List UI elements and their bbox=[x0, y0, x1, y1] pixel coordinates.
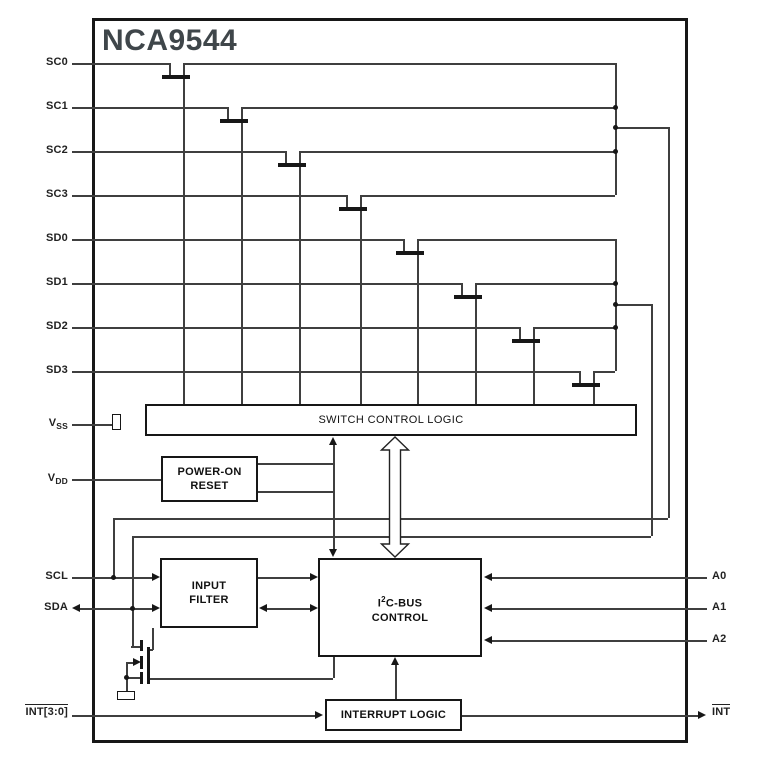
wire bbox=[72, 283, 461, 285]
a2-into-i2c-arrowhead bbox=[484, 636, 492, 644]
pass-transistor-gate-bar bbox=[278, 163, 306, 167]
wire bbox=[651, 304, 653, 536]
wire bbox=[183, 63, 185, 404]
junction-dot bbox=[613, 281, 618, 286]
wire bbox=[152, 628, 154, 650]
wire bbox=[593, 371, 595, 404]
pin-label-vdd bbox=[18, 472, 68, 488]
por-to-i2c-arrowhead bbox=[329, 549, 337, 557]
wire bbox=[475, 283, 477, 404]
wire bbox=[299, 151, 615, 153]
junction-dot bbox=[130, 606, 135, 611]
i2c-line2: CONTROL bbox=[371, 611, 429, 624]
pass-transistor-gate-bar bbox=[339, 207, 367, 211]
pass-transistor-gate-bar bbox=[454, 295, 482, 299]
i2c-sup: 2 bbox=[381, 595, 386, 604]
nmos-gate-arrowhead bbox=[133, 658, 141, 666]
wire bbox=[80, 608, 153, 610]
pass-transistor-gate-bar bbox=[162, 75, 190, 79]
pin-label-sd3: SD3 bbox=[46, 364, 68, 376]
block-label-switch-control-logic: SWITCH CONTROL LOGIC bbox=[318, 414, 464, 426]
block-label-input-filter bbox=[160, 579, 258, 607]
a1-into-i2c-arrowhead bbox=[484, 604, 492, 612]
wire bbox=[150, 678, 333, 680]
scl-into-i2c-arrowhead bbox=[310, 573, 318, 581]
filter-line2: FILTER bbox=[189, 594, 229, 606]
junction-dot bbox=[124, 675, 129, 680]
wire bbox=[258, 463, 333, 465]
int-in-text: INT[3:0] bbox=[25, 706, 68, 718]
wire bbox=[72, 63, 169, 65]
wire bbox=[72, 151, 285, 153]
wire bbox=[72, 715, 315, 717]
wire bbox=[113, 518, 115, 577]
wire bbox=[395, 664, 397, 699]
wire bbox=[615, 304, 651, 306]
pin-label-sd0: SD0 bbox=[46, 232, 68, 244]
wire bbox=[490, 640, 707, 642]
pin-label-a0: A0 bbox=[712, 570, 727, 582]
pin-label-vss bbox=[18, 417, 68, 433]
vss-terminal-symbol bbox=[112, 414, 121, 430]
wire bbox=[266, 608, 311, 610]
nmos-source-bar bbox=[140, 672, 143, 684]
pin-label-sc0: SC0 bbox=[46, 56, 68, 68]
wire bbox=[132, 536, 134, 646]
wire bbox=[490, 577, 707, 579]
pass-transistor-gate-bar bbox=[220, 119, 248, 123]
pin-label-a1: A1 bbox=[712, 601, 727, 613]
wire bbox=[593, 371, 615, 373]
wire bbox=[72, 479, 161, 481]
interrupt-to-i2c-arrowhead bbox=[391, 657, 399, 665]
wire bbox=[333, 441, 335, 551]
pin-label-a2: A2 bbox=[712, 633, 727, 645]
a0-into-i2c-arrowhead bbox=[484, 573, 492, 581]
scl-into-filter-arrowhead bbox=[152, 573, 160, 581]
wire bbox=[360, 195, 615, 197]
wire bbox=[360, 195, 362, 404]
pin-label-scl: SCL bbox=[45, 570, 68, 582]
block-label-power-on-reset bbox=[161, 465, 258, 493]
pass-transistor-gate-bar bbox=[396, 251, 424, 255]
sda-pin-out-arrowhead bbox=[72, 604, 80, 612]
nmos-drain-bar bbox=[140, 640, 143, 651]
vdd-sub: DD bbox=[55, 476, 68, 487]
wire bbox=[241, 107, 615, 109]
wire bbox=[533, 327, 615, 329]
pin-label-int-in bbox=[14, 704, 68, 719]
junction-dot bbox=[613, 125, 618, 130]
sda-into-i2c-arrowhead bbox=[310, 604, 318, 612]
pin-label-sd2: SD2 bbox=[46, 320, 68, 332]
wire bbox=[668, 127, 670, 518]
junction-dot bbox=[613, 149, 618, 154]
block-label-i2c-bus-control bbox=[318, 593, 482, 625]
wire bbox=[333, 657, 335, 678]
por-line1: POWER-ON bbox=[177, 466, 242, 478]
junction-dot bbox=[613, 105, 618, 110]
filter-line1: INPUT bbox=[191, 580, 227, 592]
vdd-base: V bbox=[47, 472, 56, 484]
page-title: NCA9544 bbox=[102, 24, 238, 57]
pass-transistor-gate-bar bbox=[572, 383, 600, 387]
wire bbox=[299, 151, 301, 404]
int-output-arrowhead bbox=[698, 711, 706, 719]
sda-into-filter-arrowhead bbox=[152, 604, 160, 612]
sda-into-filter-right-arrowhead bbox=[259, 604, 267, 612]
por-line2: RESET bbox=[190, 480, 229, 492]
wire bbox=[72, 424, 112, 426]
i2c-pre: I bbox=[377, 597, 382, 610]
int-into-interrupt-arrowhead bbox=[315, 711, 323, 719]
wire bbox=[615, 127, 668, 129]
por-to-switch-arrowhead bbox=[329, 437, 337, 445]
bidirectional-bus-arrow bbox=[378, 436, 412, 558]
wire bbox=[462, 715, 698, 717]
wire bbox=[183, 63, 615, 65]
junction-dot bbox=[613, 302, 618, 307]
pin-label-sc1: SC1 bbox=[46, 100, 68, 112]
vss-sub: SS bbox=[56, 421, 68, 432]
wire bbox=[258, 491, 333, 493]
wire bbox=[72, 107, 227, 109]
wire bbox=[72, 195, 346, 197]
wire bbox=[72, 327, 519, 329]
wire bbox=[72, 371, 579, 373]
wire bbox=[417, 239, 419, 404]
pass-transistor-gate-bar bbox=[512, 339, 540, 343]
wire bbox=[475, 283, 615, 285]
int-out-text: INT bbox=[712, 706, 731, 718]
wire bbox=[72, 239, 403, 241]
pin-label-int-out bbox=[712, 704, 752, 719]
wire bbox=[258, 577, 311, 579]
nmos-channel-bar bbox=[147, 647, 150, 684]
junction-dot bbox=[613, 325, 618, 330]
i2c-post: C-BUS bbox=[385, 597, 423, 610]
wire bbox=[490, 608, 707, 610]
substrate-ground-symbol bbox=[117, 691, 135, 700]
junction-dot bbox=[111, 575, 116, 580]
wire bbox=[417, 239, 615, 241]
pin-label-sd1: SD1 bbox=[46, 276, 68, 288]
pin-label-sda: SDA bbox=[44, 601, 68, 613]
pin-label-sc2: SC2 bbox=[46, 144, 68, 156]
vss-base: V bbox=[48, 417, 57, 429]
block-label-interrupt-logic: INTERRUPT LOGIC bbox=[340, 709, 447, 721]
pin-label-sc3: SC3 bbox=[46, 188, 68, 200]
